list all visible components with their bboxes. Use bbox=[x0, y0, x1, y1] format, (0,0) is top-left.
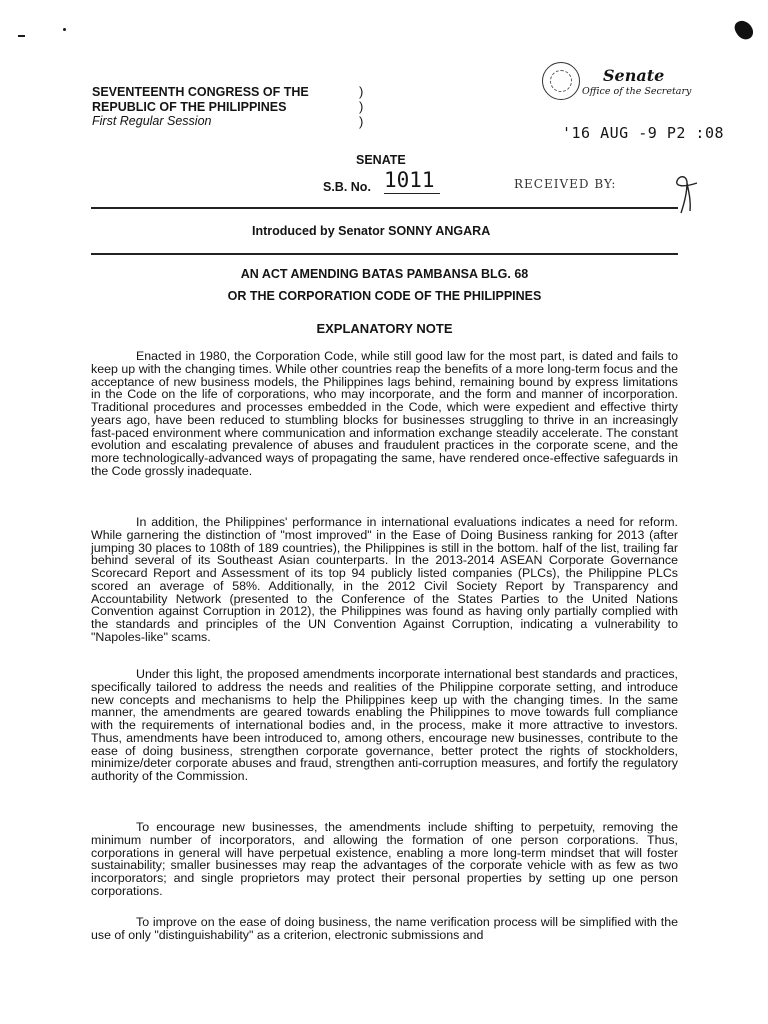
act-title-line-1: AN ACT AMENDING BATAS PAMBANSA BLG. 68 bbox=[240, 267, 529, 281]
paragraph: Under this light, the proposed amendments incorporate international best standards and practices, specifically tailored to address the needs and realities of the Philippine corporate setting, and introduce new concepts and mechanisms to help the Philippines keep up with the changing times. In the same manner, the amendments are geared towards enabling the Philippines to move towards full compliance with the requirements of international bodies and, in the process, make it more attractive to investors. Thus, amendments have been introduced to, among others, encourage new businesses, contribute to the ease of doing business, strengthen corporate governance, better protect the rights of stockholders, minimize/deter corporate abuses and fraud, strengthen anti-corruption measures, and fortify the regulatory authority of the Commission. bbox=[91, 667, 678, 783]
scan-mark bbox=[63, 28, 66, 31]
bill-number-underline bbox=[384, 193, 440, 194]
bill-number: 1011 bbox=[384, 168, 435, 192]
session-label: First Regular Session bbox=[92, 114, 212, 128]
act-title-line-2: OR THE CORPORATION CODE OF THE PHILIPPINES bbox=[227, 289, 542, 303]
introduced-by: Introduced by Senator SONNY ANGARA bbox=[252, 224, 491, 238]
stamp-date-time: '16 AUG -9 P2 :08 bbox=[562, 124, 725, 142]
bracket-paren: ) bbox=[359, 114, 364, 129]
explanatory-note-heading: EXPLANATORY NOTE bbox=[316, 321, 453, 336]
paragraph: To encourage new businesses, the amendments include shifting to perpetuity, removing the minimum number of incorporators, and allowing the formation of one person corporations. Thus, corporations in general will have perpetual existence, enabling a more long-term mindset that will foster sustainability; smaller businesses may reap the advantages of the corporate vehicle with as few as two incorporators; and single proprietors may protect their personal properties by setting up one person corporations. bbox=[91, 820, 678, 898]
bracket-paren: ) bbox=[359, 84, 364, 99]
stamp-office: Office of the Secretary bbox=[582, 86, 692, 97]
paragraph: To improve on the ease of doing business, the name verification process will be simplified with the use of only "distinguishability" as a criterion, electronic submissions and bbox=[91, 915, 678, 942]
congress-line-1: SEVENTEENTH CONGRESS OF THE bbox=[92, 85, 309, 99]
scan-mark bbox=[18, 35, 25, 37]
paragraph: Enacted in 1980, the Corporation Code, while still good law for the most part, is dated and fails to keep up with the changing times. While other countries reap the benefits of a more long-term focus and the acceptance of new business models, the Philippines lags behind, remaining bound by express limitations in the Code on the life of corporations, who may incorporate, and the form and manner of incorporation. Traditional procedures and processes embedded in the Code, which were expedient and effective thirty years ago, have been reduced to stumbling blocks for businesses struggling to thrive in an increasingly fast-paced environment where communication and information exchange steadily accelerate. The constant evolution and escalating prevalence of abuses and fraudulent practices in the corporate scene, and the more technologically-advanced ways of propagating the same, have rendered once-effective safeguards in the Code grossly inadequate. bbox=[91, 349, 678, 478]
bill-number-label: S.B. No. bbox=[323, 180, 371, 194]
senate-seal-icon bbox=[542, 62, 580, 100]
congress-line-2: REPUBLIC OF THE PHILIPPINES bbox=[92, 100, 287, 114]
ink-blot bbox=[732, 17, 756, 42]
chamber-label: SENATE bbox=[356, 153, 406, 167]
bracket-paren: ) bbox=[359, 99, 364, 114]
received-by-label: RECEIVED BY: bbox=[514, 177, 617, 191]
stamp-title: Senate bbox=[603, 66, 665, 85]
paragraph: In addition, the Philippines' performance in international evaluations indicates a need for reform. While garnering the distinction of "most improved" in the Ease of Doing Business ranking for 2013 (after jumping 30 places to 108th of 189 countries), the Philippines is still in the bottom. half of the list, trailing far behind several of its Southeast Asian counterparts. In the 2013-2014 ASEAN Corporate Governance Scorecard Report and Assessment of its top 94 publicly listed companies (PLCs), the Philippine PLCs scored an average of 58%. Additionally, in the 2012 Civil Society Report by Transparency and Accountability Network (presented to the Conference of the States Parties to the United Nations Convention against Corruption in 2012), the Philippines was found as having only partially complied with the standards and principles of the UN Convention Against Corruption, indicating a vulnerability to "Napoles-like" scams. bbox=[91, 515, 678, 644]
header-rule bbox=[91, 207, 678, 209]
intro-rule bbox=[91, 253, 678, 255]
